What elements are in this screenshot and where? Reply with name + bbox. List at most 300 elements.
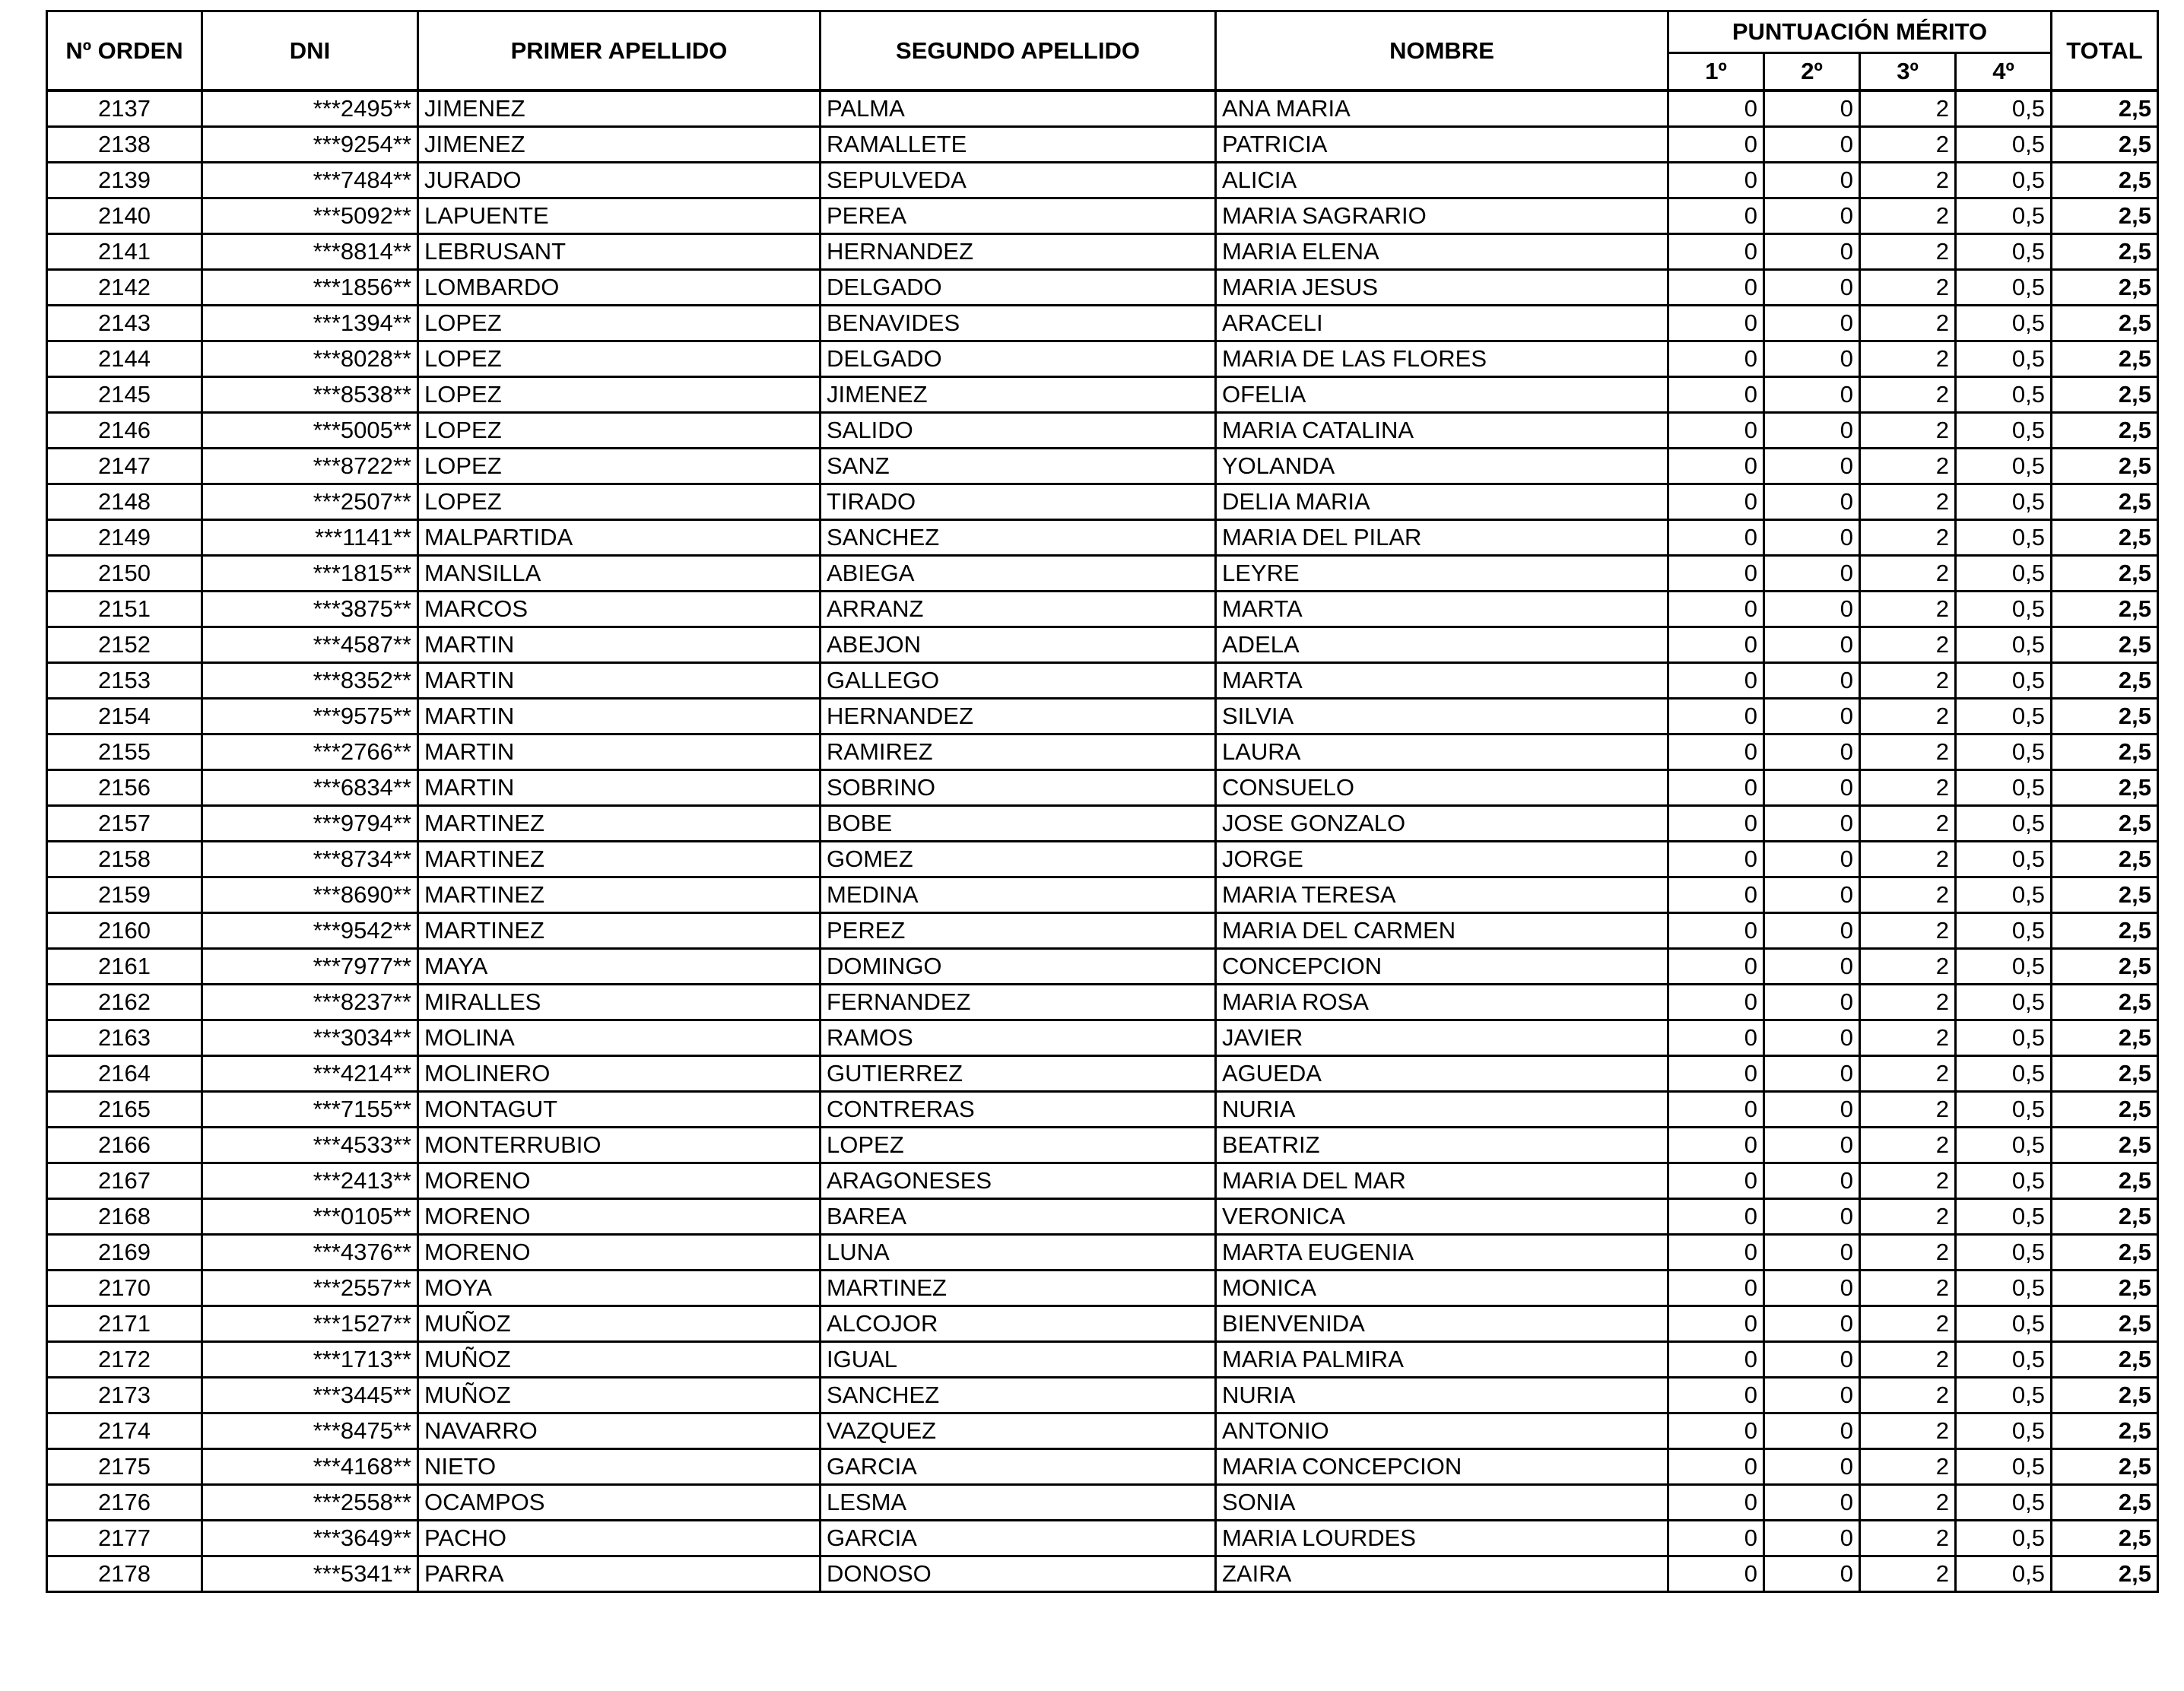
header-p1: 1º <box>1668 53 1764 91</box>
cell-segundo-apellido: SEPULVEDA <box>821 163 1216 198</box>
table-row <box>47 270 2158 306</box>
cell-p4: 0,5 <box>1956 949 2052 985</box>
cell-p1: 0 <box>1668 1485 1764 1521</box>
cell-primer-apellido: MARTINEZ <box>418 842 821 877</box>
cell-total: 2,5 <box>2052 1449 2158 1485</box>
cell-dni: ***5092** <box>202 198 418 234</box>
cell-orden: 2138 <box>47 127 202 163</box>
table-row <box>47 449 2158 484</box>
table-row <box>47 198 2158 234</box>
cell-p1: 0 <box>1668 734 1764 770</box>
cell-dni: ***4376** <box>202 1235 418 1271</box>
cell-p2: 0 <box>1764 306 1860 341</box>
cell-p3: 2 <box>1860 770 1956 806</box>
cell-segundo-apellido: TIRADO <box>821 484 1216 520</box>
cell-orden: 2161 <box>47 949 202 985</box>
cell-segundo-apellido: RAMIREZ <box>821 734 1216 770</box>
cell-total: 2,5 <box>2052 163 2158 198</box>
cell-primer-apellido: MUÑOZ <box>418 1306 821 1342</box>
cell-p1: 0 <box>1668 699 1764 734</box>
cell-p3: 2 <box>1860 1556 1956 1592</box>
cell-primer-apellido: LEBRUSANT <box>418 234 821 270</box>
cell-nombre: MARIA JESUS <box>1216 270 1668 306</box>
table-row <box>47 663 2158 699</box>
cell-primer-apellido: MARCOS <box>418 592 821 627</box>
table-row <box>47 842 2158 877</box>
cell-p2: 0 <box>1764 592 1860 627</box>
cell-segundo-apellido: HERNANDEZ <box>821 699 1216 734</box>
cell-orden: 2178 <box>47 1556 202 1592</box>
table-row <box>47 377 2158 413</box>
cell-p1: 0 <box>1668 1092 1764 1128</box>
cell-total: 2,5 <box>2052 556 2158 592</box>
cell-p3: 2 <box>1860 806 1956 842</box>
cell-orden: 2144 <box>47 341 202 377</box>
cell-dni: ***9254** <box>202 127 418 163</box>
cell-p4: 0,5 <box>1956 627 2052 663</box>
cell-primer-apellido: PACHO <box>418 1521 821 1556</box>
cell-dni: ***8690** <box>202 877 418 913</box>
cell-dni: ***1141** <box>202 520 418 556</box>
cell-total: 2,5 <box>2052 806 2158 842</box>
cell-primer-apellido: MALPARTIDA <box>418 520 821 556</box>
cell-p4: 0,5 <box>1956 377 2052 413</box>
cell-p1: 0 <box>1668 1020 1764 1056</box>
cell-dni: ***4533** <box>202 1128 418 1163</box>
cell-dni: ***1713** <box>202 1342 418 1378</box>
cell-total: 2,5 <box>2052 127 2158 163</box>
cell-primer-apellido: MOYA <box>418 1271 821 1306</box>
cell-dni: ***8734** <box>202 842 418 877</box>
table-row <box>47 1056 2158 1092</box>
cell-primer-apellido: PARRA <box>418 1556 821 1592</box>
cell-p4: 0,5 <box>1956 699 2052 734</box>
cell-orden: 2164 <box>47 1056 202 1092</box>
cell-total: 2,5 <box>2052 1163 2158 1199</box>
cell-dni: ***2495** <box>202 90 418 127</box>
cell-segundo-apellido: SALIDO <box>821 413 1216 449</box>
cell-dni: ***2557** <box>202 1271 418 1306</box>
table-row <box>47 734 2158 770</box>
header-nombre: NOMBRE <box>1216 11 1668 91</box>
cell-orden: 2168 <box>47 1199 202 1235</box>
table-row <box>47 770 2158 806</box>
cell-p1: 0 <box>1668 1413 1764 1449</box>
cell-p4: 0,5 <box>1956 306 2052 341</box>
cell-total: 2,5 <box>2052 699 2158 734</box>
cell-nombre: JAVIER <box>1216 1020 1668 1056</box>
cell-segundo-apellido: CONTRERAS <box>821 1092 1216 1128</box>
cell-primer-apellido: MARTINEZ <box>418 806 821 842</box>
cell-p2: 0 <box>1764 1306 1860 1342</box>
cell-orden: 2172 <box>47 1342 202 1378</box>
cell-p3: 2 <box>1860 1306 1956 1342</box>
cell-p4: 0,5 <box>1956 234 2052 270</box>
cell-nombre: LEYRE <box>1216 556 1668 592</box>
cell-orden: 2174 <box>47 1413 202 1449</box>
cell-p1: 0 <box>1668 1556 1764 1592</box>
cell-nombre: BIENVENIDA <box>1216 1306 1668 1342</box>
cell-nombre: MARIA ROSA <box>1216 985 1668 1020</box>
table-row <box>47 1556 2158 1592</box>
cell-p1: 0 <box>1668 877 1764 913</box>
cell-p2: 0 <box>1764 1020 1860 1056</box>
cell-p3: 2 <box>1860 1413 1956 1449</box>
cell-total: 2,5 <box>2052 1521 2158 1556</box>
cell-nombre: MONICA <box>1216 1271 1668 1306</box>
cell-nombre: MARIA CONCEPCION <box>1216 1449 1668 1485</box>
cell-primer-apellido: MOLINERO <box>418 1056 821 1092</box>
cell-p2: 0 <box>1764 699 1860 734</box>
cell-p2: 0 <box>1764 949 1860 985</box>
cell-total: 2,5 <box>2052 1056 2158 1092</box>
cell-orden: 2147 <box>47 449 202 484</box>
cell-total: 2,5 <box>2052 770 2158 806</box>
cell-p1: 0 <box>1668 949 1764 985</box>
cell-total: 2,5 <box>2052 1199 2158 1235</box>
cell-orden: 2137 <box>47 90 202 127</box>
cell-segundo-apellido: GALLEGO <box>821 663 1216 699</box>
cell-primer-apellido: MARTIN <box>418 770 821 806</box>
cell-dni: ***7977** <box>202 949 418 985</box>
cell-nombre: MARIA TERESA <box>1216 877 1668 913</box>
cell-p2: 0 <box>1764 1163 1860 1199</box>
cell-dni: ***7484** <box>202 163 418 198</box>
cell-p2: 0 <box>1764 234 1860 270</box>
cell-p4: 0,5 <box>1956 734 2052 770</box>
cell-p2: 0 <box>1764 163 1860 198</box>
cell-total: 2,5 <box>2052 90 2158 127</box>
cell-total: 2,5 <box>2052 1092 2158 1128</box>
cell-p4: 0,5 <box>1956 1235 2052 1271</box>
cell-p3: 2 <box>1860 198 1956 234</box>
cell-orden: 2142 <box>47 270 202 306</box>
cell-p1: 0 <box>1668 1378 1764 1413</box>
cell-nombre: MARTA <box>1216 592 1668 627</box>
cell-p2: 0 <box>1764 341 1860 377</box>
cell-p1: 0 <box>1668 592 1764 627</box>
cell-p4: 0,5 <box>1956 663 2052 699</box>
table-header <box>47 11 2158 91</box>
cell-orden: 2177 <box>47 1521 202 1556</box>
cell-p1: 0 <box>1668 663 1764 699</box>
cell-segundo-apellido: PALMA <box>821 90 1216 127</box>
cell-primer-apellido: MUÑOZ <box>418 1342 821 1378</box>
cell-nombre: JORGE <box>1216 842 1668 877</box>
cell-p4: 0,5 <box>1956 1378 2052 1413</box>
cell-p3: 2 <box>1860 699 1956 734</box>
cell-p4: 0,5 <box>1956 592 2052 627</box>
cell-segundo-apellido: ABEJON <box>821 627 1216 663</box>
cell-primer-apellido: MAYA <box>418 949 821 985</box>
cell-p1: 0 <box>1668 1163 1764 1199</box>
cell-p3: 2 <box>1860 1235 1956 1271</box>
cell-nombre: ALICIA <box>1216 163 1668 198</box>
cell-nombre: SILVIA <box>1216 699 1668 734</box>
cell-p1: 0 <box>1668 306 1764 341</box>
cell-segundo-apellido: DELGADO <box>821 341 1216 377</box>
cell-segundo-apellido: SANZ <box>821 449 1216 484</box>
cell-p3: 2 <box>1860 734 1956 770</box>
table-row <box>47 1092 2158 1128</box>
cell-total: 2,5 <box>2052 1306 2158 1342</box>
cell-p4: 0,5 <box>1956 1092 2052 1128</box>
cell-nombre: SONIA <box>1216 1485 1668 1521</box>
cell-p2: 0 <box>1764 377 1860 413</box>
cell-p1: 0 <box>1668 1128 1764 1163</box>
cell-segundo-apellido: VAZQUEZ <box>821 1413 1216 1449</box>
cell-p3: 2 <box>1860 663 1956 699</box>
cell-nombre: PATRICIA <box>1216 127 1668 163</box>
cell-orden: 2148 <box>47 484 202 520</box>
cell-segundo-apellido: BOBE <box>821 806 1216 842</box>
cell-segundo-apellido: JIMENEZ <box>821 377 1216 413</box>
cell-dni: ***5005** <box>202 413 418 449</box>
cell-segundo-apellido: IGUAL <box>821 1342 1216 1378</box>
cell-p1: 0 <box>1668 377 1764 413</box>
merit-score-table <box>46 10 2159 1593</box>
cell-total: 2,5 <box>2052 270 2158 306</box>
cell-segundo-apellido: ARAGONESES <box>821 1163 1216 1199</box>
cell-p2: 0 <box>1764 1342 1860 1378</box>
cell-p4: 0,5 <box>1956 90 2052 127</box>
cell-p1: 0 <box>1668 1449 1764 1485</box>
cell-p2: 0 <box>1764 770 1860 806</box>
cell-p1: 0 <box>1668 1306 1764 1342</box>
cell-total: 2,5 <box>2052 1271 2158 1306</box>
cell-p2: 0 <box>1764 1056 1860 1092</box>
cell-primer-apellido: MARTIN <box>418 699 821 734</box>
cell-p3: 2 <box>1860 270 1956 306</box>
cell-segundo-apellido: MEDINA <box>821 877 1216 913</box>
cell-dni: ***4168** <box>202 1449 418 1485</box>
cell-orden: 2176 <box>47 1485 202 1521</box>
cell-p3: 2 <box>1860 1449 1956 1485</box>
cell-primer-apellido: MIRALLES <box>418 985 821 1020</box>
cell-p4: 0,5 <box>1956 1485 2052 1521</box>
cell-dni: ***8475** <box>202 1413 418 1449</box>
cell-primer-apellido: MARTIN <box>418 627 821 663</box>
cell-dni: ***6834** <box>202 770 418 806</box>
header-puntuacion-merito: PUNTUACIÓN MÉRITO <box>1668 11 2052 53</box>
cell-p4: 0,5 <box>1956 520 2052 556</box>
cell-p3: 2 <box>1860 1485 1956 1521</box>
cell-dni: ***9575** <box>202 699 418 734</box>
cell-nombre: MARIA SAGRARIO <box>1216 198 1668 234</box>
cell-nombre: MARIA DEL PILAR <box>1216 520 1668 556</box>
cell-orden: 2171 <box>47 1306 202 1342</box>
cell-dni: ***2766** <box>202 734 418 770</box>
header-total: TOTAL <box>2052 11 2158 91</box>
cell-p2: 0 <box>1764 1092 1860 1128</box>
cell-p1: 0 <box>1668 1199 1764 1235</box>
cell-segundo-apellido: GARCIA <box>821 1521 1216 1556</box>
table-row <box>47 985 2158 1020</box>
cell-primer-apellido: MORENO <box>418 1235 821 1271</box>
cell-segundo-apellido: MARTINEZ <box>821 1271 1216 1306</box>
cell-p3: 2 <box>1860 913 1956 949</box>
cell-p4: 0,5 <box>1956 1521 2052 1556</box>
cell-segundo-apellido: ALCOJOR <box>821 1306 1216 1342</box>
cell-orden: 2158 <box>47 842 202 877</box>
cell-dni: ***7155** <box>202 1092 418 1128</box>
table-row <box>47 1485 2158 1521</box>
cell-segundo-apellido: LESMA <box>821 1485 1216 1521</box>
cell-p1: 0 <box>1668 234 1764 270</box>
cell-p2: 0 <box>1764 1378 1860 1413</box>
cell-p3: 2 <box>1860 1128 1956 1163</box>
cell-dni: ***1527** <box>202 1306 418 1342</box>
cell-primer-apellido: LOPEZ <box>418 306 821 341</box>
cell-segundo-apellido: DONOSO <box>821 1556 1216 1592</box>
cell-primer-apellido: JIMENEZ <box>418 90 821 127</box>
cell-segundo-apellido: BENAVIDES <box>821 306 1216 341</box>
table-row <box>47 592 2158 627</box>
cell-total: 2,5 <box>2052 377 2158 413</box>
cell-p1: 0 <box>1668 913 1764 949</box>
cell-primer-apellido: MARTIN <box>418 734 821 770</box>
table-row <box>47 1199 2158 1235</box>
cell-nombre: AGUEDA <box>1216 1056 1668 1092</box>
table-row <box>47 806 2158 842</box>
cell-p1: 0 <box>1668 449 1764 484</box>
cell-p2: 0 <box>1764 913 1860 949</box>
cell-p4: 0,5 <box>1956 1271 2052 1306</box>
cell-dni: ***0105** <box>202 1199 418 1235</box>
cell-primer-apellido: LOPEZ <box>418 341 821 377</box>
cell-dni: ***8538** <box>202 377 418 413</box>
cell-orden: 2140 <box>47 198 202 234</box>
cell-total: 2,5 <box>2052 484 2158 520</box>
cell-dni: ***9542** <box>202 913 418 949</box>
cell-dni: ***3445** <box>202 1378 418 1413</box>
cell-total: 2,5 <box>2052 592 2158 627</box>
cell-p3: 2 <box>1860 377 1956 413</box>
cell-segundo-apellido: RAMALLETE <box>821 127 1216 163</box>
cell-nombre: NURIA <box>1216 1378 1668 1413</box>
cell-p4: 0,5 <box>1956 449 2052 484</box>
cell-orden: 2170 <box>47 1271 202 1306</box>
table-row <box>47 1271 2158 1306</box>
cell-total: 2,5 <box>2052 663 2158 699</box>
cell-p2: 0 <box>1764 734 1860 770</box>
cell-total: 2,5 <box>2052 1413 2158 1449</box>
cell-primer-apellido: MARTIN <box>418 663 821 699</box>
cell-p3: 2 <box>1860 341 1956 377</box>
cell-nombre: NURIA <box>1216 1092 1668 1128</box>
cell-nombre: MARIA ELENA <box>1216 234 1668 270</box>
cell-p1: 0 <box>1668 270 1764 306</box>
cell-orden: 2159 <box>47 877 202 913</box>
cell-p3: 2 <box>1860 1342 1956 1378</box>
cell-p3: 2 <box>1860 234 1956 270</box>
cell-dni: ***3875** <box>202 592 418 627</box>
cell-dni: ***3034** <box>202 1020 418 1056</box>
cell-dni: ***5341** <box>202 1556 418 1592</box>
cell-orden: 2167 <box>47 1163 202 1199</box>
cell-p2: 0 <box>1764 484 1860 520</box>
cell-p2: 0 <box>1764 1556 1860 1592</box>
cell-p3: 2 <box>1860 127 1956 163</box>
cell-p3: 2 <box>1860 306 1956 341</box>
table-row <box>47 90 2158 127</box>
cell-p4: 0,5 <box>1956 877 2052 913</box>
cell-dni: ***4587** <box>202 627 418 663</box>
cell-p4: 0,5 <box>1956 163 2052 198</box>
table-row <box>47 234 2158 270</box>
cell-p3: 2 <box>1860 842 1956 877</box>
table-row <box>47 1306 2158 1342</box>
table-row <box>47 1163 2158 1199</box>
cell-segundo-apellido: PEREZ <box>821 913 1216 949</box>
cell-total: 2,5 <box>2052 1378 2158 1413</box>
cell-nombre: ADELA <box>1216 627 1668 663</box>
cell-orden: 2141 <box>47 234 202 270</box>
cell-p3: 2 <box>1860 449 1956 484</box>
cell-p1: 0 <box>1668 1056 1764 1092</box>
table-row <box>47 484 2158 520</box>
cell-total: 2,5 <box>2052 1235 2158 1271</box>
cell-p3: 2 <box>1860 90 1956 127</box>
cell-orden: 2157 <box>47 806 202 842</box>
cell-p4: 0,5 <box>1956 484 2052 520</box>
cell-p1: 0 <box>1668 163 1764 198</box>
cell-total: 2,5 <box>2052 1128 2158 1163</box>
cell-p4: 0,5 <box>1956 806 2052 842</box>
cell-primer-apellido: JURADO <box>418 163 821 198</box>
cell-p4: 0,5 <box>1956 913 2052 949</box>
cell-p4: 0,5 <box>1956 270 2052 306</box>
cell-p3: 2 <box>1860 1378 1956 1413</box>
cell-dni: ***8028** <box>202 341 418 377</box>
cell-p2: 0 <box>1764 1521 1860 1556</box>
cell-total: 2,5 <box>2052 1556 2158 1592</box>
cell-total: 2,5 <box>2052 413 2158 449</box>
cell-p4: 0,5 <box>1956 341 2052 377</box>
cell-total: 2,5 <box>2052 877 2158 913</box>
cell-p3: 2 <box>1860 163 1956 198</box>
cell-p3: 2 <box>1860 484 1956 520</box>
cell-p1: 0 <box>1668 1235 1764 1271</box>
cell-p2: 0 <box>1764 449 1860 484</box>
cell-p3: 2 <box>1860 877 1956 913</box>
cell-p3: 2 <box>1860 1163 1956 1199</box>
cell-primer-apellido: LOPEZ <box>418 484 821 520</box>
cell-orden: 2173 <box>47 1378 202 1413</box>
cell-primer-apellido: LOPEZ <box>418 413 821 449</box>
cell-dni: ***2507** <box>202 484 418 520</box>
cell-nombre: YOLANDA <box>1216 449 1668 484</box>
cell-p3: 2 <box>1860 1020 1956 1056</box>
cell-p1: 0 <box>1668 842 1764 877</box>
cell-nombre: ARACELI <box>1216 306 1668 341</box>
table-row <box>47 1413 2158 1449</box>
cell-nombre: DELIA MARIA <box>1216 484 1668 520</box>
cell-nombre: LAURA <box>1216 734 1668 770</box>
cell-nombre: MARIA CATALINA <box>1216 413 1668 449</box>
cell-p3: 2 <box>1860 1092 1956 1128</box>
cell-dni: ***1394** <box>202 306 418 341</box>
cell-p4: 0,5 <box>1956 1556 2052 1592</box>
cell-dni: ***1856** <box>202 270 418 306</box>
cell-orden: 2143 <box>47 306 202 341</box>
cell-p4: 0,5 <box>1956 1020 2052 1056</box>
cell-p2: 0 <box>1764 877 1860 913</box>
cell-segundo-apellido: ARRANZ <box>821 592 1216 627</box>
cell-primer-apellido: OCAMPOS <box>418 1485 821 1521</box>
cell-p3: 2 <box>1860 1271 1956 1306</box>
cell-dni: ***9794** <box>202 806 418 842</box>
